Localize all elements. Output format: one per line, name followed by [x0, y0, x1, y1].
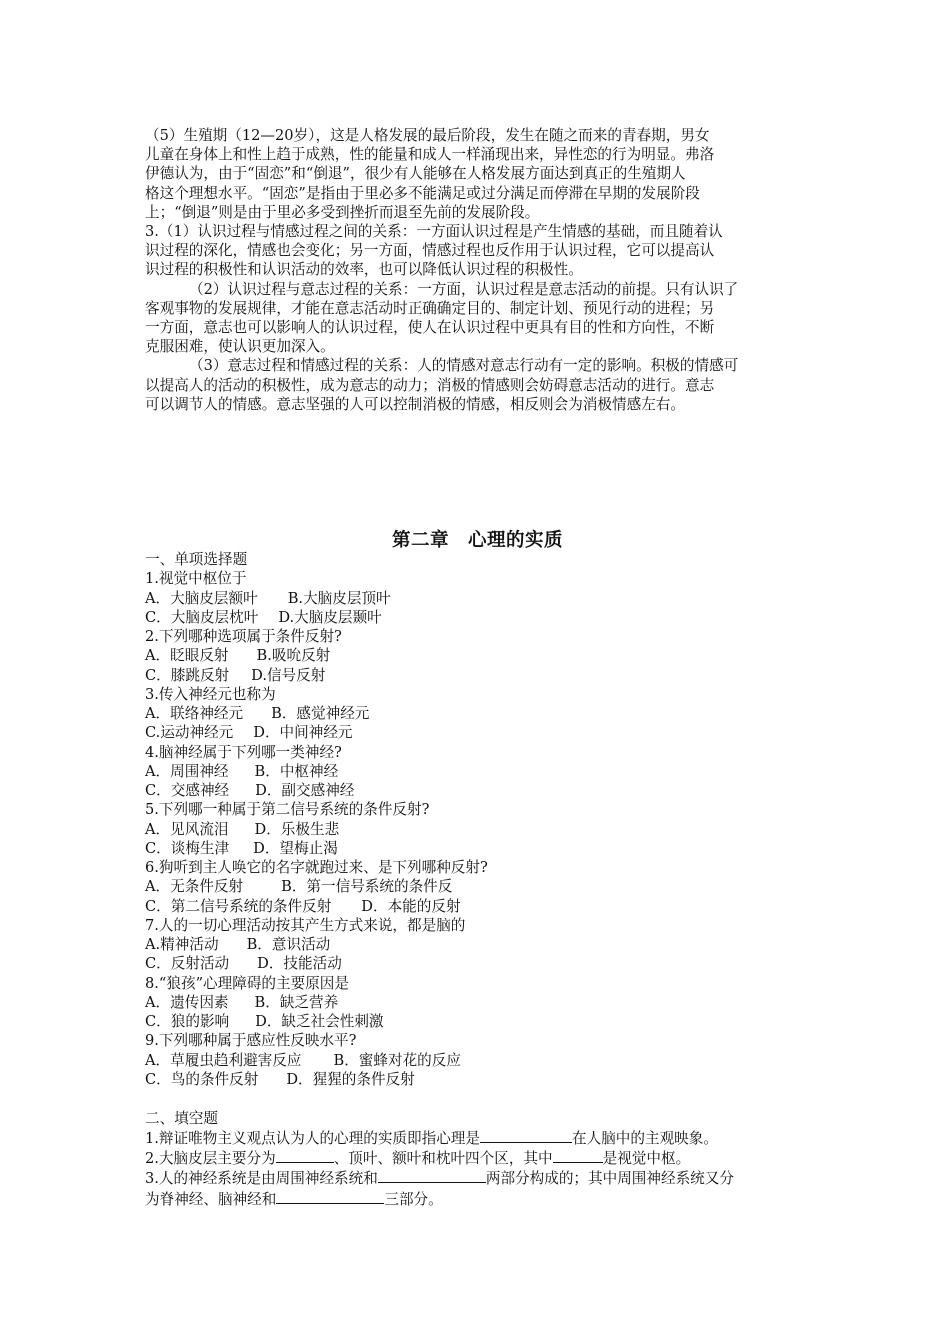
answer-option[interactable]: B．意识活动 — [246, 936, 331, 953]
chapter-title: 第二章 心理的实质 — [391, 530, 563, 551]
answer-option[interactable]: C．反射活动 — [145, 955, 230, 973]
answer-option[interactable]: A．联络神经元 — [145, 705, 244, 722]
question-stem: 4.脑神经属于下列哪一类神经? — [145, 743, 342, 761]
text-line: 客观事物的发展规律，才能在意志活动时正确确定目的、制定计划、预见行动的进程；另 — [145, 299, 715, 317]
section-title-single-choice: 一、单项选择题 — [145, 551, 248, 568]
text-line: 识过程的积极性和认识活动的效率，也可以降低认识过程的积极性。 — [145, 261, 583, 279]
answer-blank[interactable] — [553, 1148, 603, 1163]
answer-option[interactable]: D．乐极生悲 — [254, 820, 340, 838]
answer-option[interactable]: C．谈梅生津 — [145, 839, 230, 857]
option-row — [145, 897, 810, 916]
answer-option[interactable]: D．望梅止渴 — [253, 839, 338, 857]
fill-text: 为脊神经、脑神经和 — [145, 1190, 277, 1208]
answer-option[interactable]: B．缺乏营养 — [254, 993, 339, 1011]
option-row — [145, 781, 810, 800]
question-stem: 2.下列哪种选项属于条件反射? — [145, 628, 342, 645]
option-row — [145, 1051, 810, 1070]
answer-option[interactable]: A．大脑皮层额叶 — [145, 589, 258, 607]
answer-option[interactable]: D．中间神经元 — [253, 724, 353, 742]
text-line: 识过程的深化，情感也会变化；另一方面，情感过程也反作用于认识过程，它可以提高认 — [145, 242, 715, 260]
paragraph-cognition-emotion — [145, 222, 810, 280]
fill-question-3 — [145, 1168, 810, 1188]
option-row — [145, 1012, 810, 1031]
answer-option[interactable]: C．鸟的条件反射 — [145, 1070, 259, 1088]
answer-option[interactable]: A．眨眼反射 — [145, 647, 229, 665]
text-line: 一方面，意志也可以影响人的认识过程，使人在认识过程中更具有目的性和方向性，不断 — [145, 319, 715, 337]
intro-text — [145, 126, 810, 414]
text-line: （5）生殖期（12—20岁），这是人格发展的最后阶段，发生在随之而来的青春期，男女 — [145, 127, 710, 144]
paragraph-genital-stage — [145, 126, 810, 222]
answer-option[interactable]: B．第一信号系统的条件反 — [281, 878, 453, 896]
section-title-fill-blank: 二、填空题 — [145, 1109, 218, 1127]
answer-option[interactable]: D．本能的反射 — [361, 897, 461, 915]
answer-option[interactable]: C．狼的影响 — [145, 1013, 230, 1030]
fill-question-1 — [145, 1128, 810, 1148]
answer-option[interactable]: D.信号反射 — [251, 666, 326, 684]
option-row — [145, 589, 810, 608]
answer-option[interactable]: B．感觉神经元 — [271, 705, 370, 722]
answer-option[interactable]: D．副交感神经 — [255, 782, 355, 799]
question-stem: 3.传入神经元也称为 — [145, 685, 276, 703]
text-line: 可以调节人的情感。意志坚强的人可以控制消极的情感，相反则会为消极情感左右。 — [145, 395, 685, 413]
answer-option[interactable]: A.精神活动 — [145, 936, 219, 953]
question-stem: 6.狗听到主人唤它的名字就跑过来、是下列哪种反射? — [145, 859, 488, 876]
answer-option[interactable]: C.运动神经元 — [145, 724, 234, 742]
answer-blank[interactable] — [378, 1168, 486, 1183]
option-row — [145, 704, 810, 723]
option-row — [145, 993, 810, 1012]
fill-text: 是视觉中枢。 — [602, 1150, 691, 1167]
question-stem: 7.人的一切心理活动按其产生方式来说，都是脑的 — [145, 916, 466, 934]
option-row — [145, 666, 810, 685]
text-line: 克服困难，使认识更加深入。 — [145, 338, 335, 356]
option-row — [145, 820, 810, 839]
fill-text: 、顶叶、额叶和枕叶四个区，其中 — [333, 1150, 553, 1167]
answer-option[interactable]: A．无条件反射 — [145, 878, 244, 896]
answer-option[interactable]: B．中枢神经 — [254, 762, 339, 780]
exercise-section — [145, 550, 810, 1209]
answer-option[interactable]: D.大脑皮层颞叶 — [278, 608, 382, 626]
question-list — [145, 569, 810, 1089]
answer-option[interactable]: A．周围神经 — [145, 762, 229, 780]
text-line: 3.（1）认识过程与情感过程之间的关系：一方面认识过程是产生情感的基础，而且随着认 — [145, 223, 723, 241]
fill-text: 2.大脑皮层主要分为 — [145, 1150, 276, 1167]
answer-blank[interactable] — [276, 1189, 384, 1204]
fill-text: 3.人的神经系统是由周围神经系统和 — [145, 1170, 378, 1188]
answer-option[interactable]: D．技能活动 — [257, 955, 342, 973]
fill-text: 三部分。 — [384, 1190, 443, 1208]
option-row — [145, 877, 810, 896]
answer-option[interactable]: D．猩猩的条件反射 — [286, 1070, 415, 1088]
answer-option[interactable]: A．遗传因素 — [145, 993, 229, 1011]
text-line: （3）意志过程和情感过程的关系：人的情感对意志行动有一定的影响。积极的情感可 — [189, 357, 739, 375]
answer-option[interactable]: C．膝跳反射 — [145, 666, 230, 684]
answer-option[interactable]: D．缺乏社会性刺激 — [255, 1013, 384, 1030]
answer-option[interactable]: A．草履虫趋利避害反应 — [145, 1051, 302, 1069]
option-row — [145, 839, 810, 858]
text-line: （2）认识过程与意志过程的关系：一方面，认识过程是意志活动的前提。只有认识了 — [189, 280, 739, 298]
question-stem: 1.视觉中枢位于 — [145, 570, 247, 588]
answer-option[interactable]: B．蜜蜂对花的反应 — [333, 1051, 461, 1069]
question-stem: 5.下列哪一种属于第二信号系统的条件反射? — [145, 801, 430, 819]
answer-option[interactable]: B.吸吮反射 — [256, 647, 331, 665]
question-stem: 9.下列哪种属于感应性反映水平? — [145, 1032, 357, 1050]
answer-option[interactable]: C．大脑皮层枕叶 — [145, 608, 259, 626]
answer-option[interactable]: C．交感神经 — [145, 782, 230, 799]
answer-option[interactable]: A．见风流泪 — [145, 820, 229, 838]
option-row — [145, 723, 810, 742]
option-row — [145, 762, 810, 781]
fill-question-2 — [145, 1148, 810, 1168]
fill-text: 在人脑中的主观映象。 — [572, 1129, 718, 1147]
text-line: 以提高人的活动的积极性，成为意志的动力；消极的情感则会妨碍意志活动的进行。意志 — [145, 376, 715, 394]
fill-question-3-cont — [145, 1189, 810, 1209]
answer-option[interactable]: B.大脑皮层顶叶 — [287, 589, 391, 607]
option-row — [145, 646, 810, 665]
option-row — [145, 935, 810, 954]
question-stem: 8.“狼孩”心理障碍的主要原因是 — [145, 974, 349, 992]
text-line: 上；“倒退”则是由于里必多受到挫折而退至先前的发展阶段。 — [145, 203, 540, 221]
answer-option[interactable]: C．第二信号系统的条件反射 — [145, 897, 332, 915]
paragraph-will-emotion — [145, 356, 810, 414]
option-row — [145, 954, 810, 973]
fill-text: 两部分构成的；其中周围神经系统又分 — [485, 1170, 734, 1188]
option-row — [145, 608, 810, 627]
option-row — [145, 1070, 810, 1089]
answer-blank[interactable] — [276, 1148, 334, 1163]
fill-text: 1.辩证唯物主义观点认为人的心理的实质即指心理是 — [145, 1129, 480, 1147]
paragraph-cognition-will — [145, 280, 810, 357]
text-line: 格这个理想水平。“固恋”是指由于里必多不能满足或过分满足而停滞在早期的发展阶段 — [145, 184, 700, 202]
text-line: 儿童在身体上和性上趋于成熟，性的能量和成人一样涌现出来，异性恋的行为明显。弗洛 — [145, 146, 715, 164]
text-line: 伊德认为，由于“固恋”和“倒退”，很少有人能够在人格发展方面达到真正的生殖期人 — [145, 165, 686, 183]
answer-blank[interactable] — [480, 1128, 572, 1143]
